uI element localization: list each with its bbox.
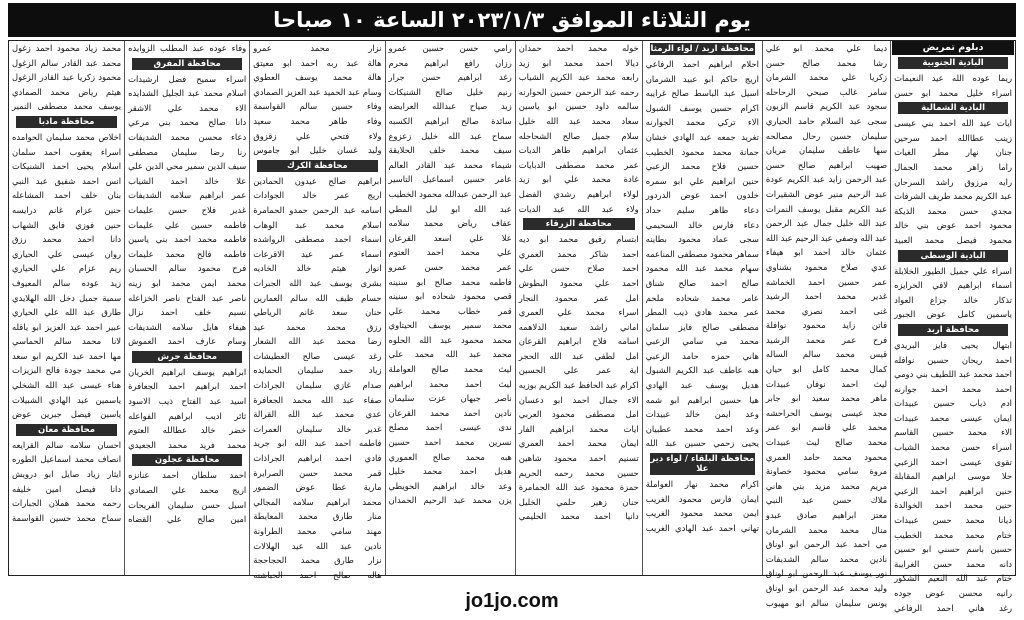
candidate-name: ثائر اديب ابراهيم الفواعله — [128, 410, 247, 421]
candidate-name: سماهر محمود مصطفى المناعمه — [645, 248, 759, 259]
candidate-name: محمد فريد محمد الجعيدي — [128, 439, 247, 450]
candidate-name: محمد عبد القادر سالم الزغول — [12, 57, 122, 68]
candidate-name: عبد الرحمن عبدالله محمود الخطيب — [388, 188, 512, 199]
candidate-name: مصطفى صالح فايز سلمان — [645, 321, 759, 332]
candidate-name: محمد علي قاسم ابو عمر — [765, 422, 888, 433]
candidate-name: عبد الله خليل جمال عبد الرحمن — [765, 218, 888, 229]
candidate-name: غادة محمد علي ابو زيد — [518, 174, 639, 185]
candidate-name: ماهر محمد سعيد ابو جابر — [765, 393, 888, 404]
candidate-name: رانيه محسن عوض جوده — [894, 588, 1012, 598]
candidate-name: ياسين فيصل جبرين عوض — [12, 409, 122, 420]
candidate-name: قصي محمود شحاده ابو سنينه — [388, 291, 512, 302]
candidate-name: هيا حسين ابراهيم ابو شمه — [645, 394, 759, 405]
governorate-heading: محافظة البلقاء / لواء دير علا — [650, 454, 755, 475]
candidate-name: وسام عبد الحميد عبد العزيز الصمادي — [253, 86, 382, 97]
candidate-name: فرح عمر محمد الرشيد — [765, 334, 888, 345]
candidate-name: سيف محمد خلف الحلايقة — [388, 145, 512, 156]
candidate-name: مريم محمد مزيد بني هاني — [765, 480, 888, 491]
candidate-name: روان عيسى علي الحياري — [12, 248, 122, 259]
candidate-name: ياسمين كامل عوض الجبور — [894, 309, 1012, 320]
candidate-name: محمود فيصل محمد العبيد — [894, 234, 1012, 245]
candidate-name: اريج حاكم ابو عبيد الشرمان — [645, 73, 759, 84]
candidate-name: سجى عماد محمود بطاينه — [645, 234, 759, 245]
candidate-name: دعاء طاهر سليم حداد — [645, 204, 759, 215]
candidate-name: سالمه داود حسين ابو ياسين — [518, 101, 639, 112]
candidate-name: معتز ابراهيم صادق عبدو — [765, 510, 888, 520]
candidate-name: سائدة صالح ابراهيم الكسبه — [388, 115, 512, 126]
governorate-heading: محافظة مادبا — [16, 116, 117, 128]
candidate-name: اريج عمر خالد الجوادات — [253, 190, 382, 201]
candidate-name: ديالا احمد محمد ابو زيد — [518, 57, 639, 68]
candidate-name: رابعه محمد عبد الكريم الشياب — [518, 72, 639, 83]
candidate-name: سهام محمد عبد الله محمود — [645, 263, 759, 274]
candidate-name: مارية عطا عوض الضمور — [253, 482, 382, 493]
candidate-name: نادين احمد محمد القرعان — [388, 407, 512, 418]
candidate-name: سلام جميل صالح الشحاحله — [518, 130, 639, 141]
candidate-name: سامر غالب صبحي الرحاحله — [765, 86, 888, 97]
candidate-name: ايمان فارس محمود الغريب — [645, 493, 759, 504]
candidate-name: اماني راشد سعيد الدلاهمه — [518, 321, 639, 332]
candidate-name: ندى عيسى احمد مصلح — [388, 422, 512, 433]
candidate-name: تهاني احمد عبد الهادي الغريب — [645, 522, 759, 533]
candidate-name: اريج محمد علي الصمادي — [128, 485, 247, 496]
candidate-name: رشا محمد صالح حسن — [765, 57, 888, 68]
candidate-name: مي احمد عبد الرحمن ابو اوناق — [765, 539, 888, 550]
candidate-name: عمر ابراهيم سلامه الشديفات — [128, 190, 247, 201]
candidate-name: ختام محمد محمد الخطيب — [894, 529, 1012, 540]
candidate-name: اسراء سميح فضل ارشيدات — [128, 73, 247, 84]
candidate-name: اسماء عمر عيد الاقرعات — [253, 248, 382, 259]
candidate-name: علا علي اسعد القرعان — [388, 232, 512, 243]
candidate-name: حنان سعد غانم الرياطي — [253, 307, 382, 318]
candidate-name: منال محمد محمد الشرمان — [765, 524, 888, 535]
candidate-name: حنين فوزي فايق الشهاب — [12, 219, 122, 230]
candidate-name: الاء محمد حسين القاسم — [894, 427, 1012, 438]
candidate-name: نزار طارق محمد الحجاحجة — [253, 555, 382, 566]
candidate-name: كمال محمد كامل ابو حيان — [765, 364, 888, 375]
candidate-name: احمد محمد احمد جوارنه — [894, 383, 1012, 394]
candidate-name: وفاء حسين سالم القواسمة — [253, 101, 382, 112]
candidate-name: اسراء حسن محمد الشياب — [894, 442, 1012, 453]
candidate-name: رنيم خليل صالح الشنيكات — [388, 86, 512, 97]
candidate-name: يوسف محمد مصطفى النمير — [12, 101, 122, 112]
candidate-name: عفاف رياض محمد سلامه — [388, 218, 512, 229]
candidate-name: فاطمه محمد احمد بني ياسين — [128, 234, 247, 245]
candidate-name: الاء محمد علي الاشقر — [128, 102, 247, 113]
candidate-name: رحمه عبد الرحمن حسين الحوارنه — [518, 86, 639, 97]
governorate-heading: البادية الوسطى — [898, 250, 1008, 262]
candidate-name: يزن محمد عبد الرحيم الحمدان — [388, 495, 512, 506]
candidate-name: اسراء علي جميل الطيور الخلايلة — [894, 265, 1012, 276]
candidate-name: ايات محمد ابراهيم الفار — [518, 423, 639, 434]
candidate-name: ناصر جيهان عزت سليمان — [388, 393, 512, 404]
candidate-name: سها عاطف سليمان مريان — [765, 145, 888, 156]
candidate-name: سجود عبد الكريم قاسم الزبون — [765, 101, 888, 112]
candidate-name: دانه محمد حسن الغرايبة — [894, 558, 1012, 569]
candidate-name: عثمان خالد احمد ابو هيفاء — [765, 247, 888, 258]
candidate-name: حسين فلاح محمد الزعبي — [645, 161, 759, 172]
candidate-name: امل لطفي عبد الله الحجر — [518, 350, 639, 361]
candidate-name: احمد صلاح حسن علي — [518, 263, 639, 274]
candidate-name: نزار محمد عمرو — [253, 43, 382, 53]
governorate-heading: محافظة عجلون — [132, 454, 242, 466]
candidate-name: فادي احمد ابراهيم الجراذات — [253, 453, 382, 464]
candidate-name: احمد علي محمود البطوش — [518, 277, 639, 288]
candidate-name: قمر محمد حسن الصرايرة — [253, 467, 382, 478]
candidate-name: صفاء عبد الله محمد الجعافرة — [253, 394, 382, 405]
governorate-heading: البادية الشمالية — [898, 102, 1008, 114]
candidate-name: صهيب ابراهيم صالح حسن — [765, 159, 888, 170]
list-column — [890, 41, 1015, 613]
candidate-name: شيماء محمد عبد القادر العالم — [388, 159, 512, 170]
candidate-name: محمد سمير يوسف الحيتاوي — [388, 320, 512, 331]
candidate-name: هبه محمد صالح العموري — [388, 451, 512, 462]
candidate-name: رحمه محمد هملان الجبارات — [12, 498, 122, 509]
candidate-name: حسين باسم حسني ابو حسين — [894, 544, 1012, 555]
candidate-name: مروة سامي محمود خصاونة — [765, 466, 888, 477]
candidate-name: ختام عبد الله النعيم الشكور — [894, 573, 1012, 584]
candidate-name: محمد محمود عبد الله الحلوه — [388, 334, 512, 345]
candidate-name: احلام ابراهيم احمد الرفاعي — [645, 59, 759, 69]
governorate-heading: محافظة جرش — [132, 351, 242, 363]
candidate-name: علي محمد احمد العتوم — [388, 247, 512, 258]
candidate-name: الاء تركي محمد الجوارنه — [645, 117, 759, 128]
candidate-name: ليث احمد محمد ابراهيم — [388, 378, 512, 389]
candidate-name: لانا محمد سالم الحماسي — [12, 336, 122, 347]
candidate-name: ابراهيم صالح عيدون الحمادين — [253, 175, 382, 186]
governorate-heading: محافظة الزرقاء — [523, 218, 635, 230]
candidate-name: فاطمه فالح محمد عليمات — [128, 248, 247, 259]
governorate-heading: محافظة معان — [16, 424, 117, 436]
candidate-name: نادين عبد الله عيد الهلالات — [253, 540, 382, 551]
candidate-name: سليمان حسين رحال مصالحه — [765, 130, 888, 141]
candidate-name: عمر حسين احمد الخماشه — [765, 276, 888, 287]
candidate-name: هاله صالح احمد الحباشنه — [253, 569, 382, 580]
candidate-name: تذكار خالد جزاع العواد — [894, 294, 1012, 305]
candidate-name: حمزة محمود عبد الله الجمامرة — [518, 482, 639, 493]
candidate-name: اسلام يحيى احمد الشنيكات — [12, 161, 122, 172]
candidate-name: مها احمد عبد الكريم ابو سعد — [12, 350, 122, 361]
candidate-name: هالة محمد يوسف العطوي — [253, 72, 382, 83]
candidate-name: يحيى زحمي حسين عبد الله — [645, 438, 759, 449]
candidate-name: ليث احمد نوفان عبيدات — [765, 378, 888, 389]
candidate-name: رزان رافع ابراهيم محرم — [388, 57, 512, 68]
governorate-heading: محافظة اربد / لواء الرمثا — [650, 44, 755, 54]
candidate-name: راما زاهر محمد الجمال — [894, 161, 1012, 172]
candidate-name: دانيا احمد محمد الحليمي — [518, 511, 639, 522]
candidate-name: عبد الله ابو ليل المطي — [388, 203, 512, 214]
candidate-name: اكرام عبد الحافظ عبد الكريم بوزيه — [518, 380, 639, 391]
candidate-name: مجدي حسن محمد الذيكة — [894, 205, 1012, 216]
candidate-name: فاطمه حسين علي عليمات — [128, 219, 247, 230]
candidate-name: ايمن محمد محمود الغريب — [645, 508, 759, 519]
candidate-name: اية عمر علي الحسين — [518, 365, 639, 376]
candidate-name: فاطمه محمد صالح ابو سنينه — [388, 276, 512, 287]
candidate-name: بنان خلف احمد المشاعله — [12, 190, 122, 201]
candidate-name: غدير خالد سليمان العمرات — [253, 423, 382, 434]
candidate-name: سماح عبد الله خليل زعزوع — [388, 130, 512, 141]
candidate-name: هيثم رياض محمد الصمادي — [12, 86, 122, 97]
candidate-name: يونس سليمان سالم ابو مهيوب — [765, 597, 888, 608]
candidate-name: احمد محمد عبد اللطيف بني دومي — [894, 369, 1012, 380]
category-heading: دبلوم تمريض — [892, 41, 1014, 55]
candidate-name: محمد صالح ليث عبيدات — [765, 437, 888, 448]
candidate-name: فرح محمود سالم الحسبان — [128, 263, 247, 274]
candidate-name: ايمان محمد احمد العمري — [518, 438, 639, 449]
candidate-name: عدي محمد عبد الله القرالة — [253, 409, 382, 420]
candidate-name: سمية جميل دخل الله الهلايدي — [12, 292, 122, 303]
candidate-name: زيد عوده سالم المعيوف — [12, 277, 122, 288]
candidate-name: محمد ابراهيم سلامه المجالي — [253, 496, 382, 507]
candidate-name: حنين محمد احمد الخوالدة — [894, 500, 1012, 511]
candidate-name: دانا فيصل امين خليفه — [12, 483, 122, 494]
candidate-name: سعاد محمد عبد الله خليل — [518, 115, 639, 126]
candidate-name: ديما علي محمد ابو علي — [765, 43, 888, 53]
governorate-heading: محافظة الكرك — [257, 160, 377, 172]
candidate-name: انس احمد شفيق عبد النبي — [12, 175, 122, 186]
candidate-name: طارق عبد الله علي الحياري — [12, 307, 122, 318]
candidate-name: رنا رضا سليمان مصطفى — [128, 146, 247, 157]
candidate-name: علا خالد احمد الشياب — [128, 175, 247, 186]
candidate-name: ابتسام رفيق محمد ابو ديه — [518, 234, 639, 245]
candidate-name: وعد خالد ابراهيم الحويطي — [388, 480, 512, 491]
candidate-name: زكريا علي محمد الشرمان — [765, 72, 888, 83]
page-title: يوم الثلاثاء الموافق ٢٠٢٣/١/٣ الساعة ١٠ صباحا — [8, 3, 1016, 37]
candidate-name: امل عمر محمود النجار — [518, 292, 639, 303]
candidate-name: تسنيم احمد محمود شاهين — [518, 453, 639, 464]
governorate-heading: محافظة المفرق — [132, 58, 242, 70]
candidate-name: تغريد جمعه عبد الهادي خشان — [645, 131, 759, 142]
candidate-name: احمد سلطان احمد عنانزه — [128, 470, 247, 481]
list-column — [9, 41, 124, 575]
candidate-name: رامي حسن حسين عمرو — [388, 43, 512, 53]
candidate-name: خوله محمد احمد حمدان — [518, 43, 639, 53]
candidate-name: وسام عارف احمد العموش — [128, 336, 247, 347]
candidate-name: محمد زياد محمود احمد زغول — [12, 43, 122, 53]
candidate-name: نسيم خلف احمد نزال — [128, 307, 247, 318]
candidate-name: ياسمين عبد الهادي الشبيلات — [12, 394, 122, 405]
candidate-name: زياد حمد سليمان الحمايده — [253, 365, 382, 376]
candidate-name: عبد الرحمن زايد عبد الكريم عودة — [765, 174, 888, 185]
list-column — [124, 41, 249, 575]
candidate-name: ايمان عيسى محمد عبيدات — [894, 412, 1012, 423]
candidate-name: احمد ريحان حسين نوافله — [894, 354, 1012, 365]
candidate-name: امل مصطفى محمود العربي — [518, 409, 639, 420]
candidate-name: انصاف محمد اسماعيل الطوره — [12, 454, 122, 465]
candidate-name: وليد محمد عبد الرحمن ابو اوناق — [765, 582, 888, 593]
candidate-name: دعاء محسن محمد الشديفات — [128, 131, 247, 142]
candidate-name: هيفاء هايل سلامه الشديفات — [128, 321, 247, 332]
candidate-name: لولاء ابراهيم رشدي الفضل — [518, 188, 639, 199]
list-column — [762, 41, 890, 608]
candidate-name: صدام غازي سليمان الجراذات — [253, 380, 382, 391]
candidate-name: ملاك حسن عبد النبي — [765, 495, 888, 506]
candidate-name: اكرام محمد نهار العواملة — [645, 479, 759, 490]
candidate-name: اسراء محمد علي العمري — [518, 307, 639, 318]
candidate-name: رضا محمد عبد الله الشعار — [253, 336, 382, 347]
candidate-name: اسلام محمد عبد الجليل الشدايده — [128, 88, 247, 99]
candidate-name: هاني حمزه حامد الزعبي — [645, 350, 759, 361]
candidate-name: اكرام حسين يوسف الشبول — [645, 102, 759, 113]
candidate-name: هديل احمد محمد خليل — [388, 466, 512, 477]
candidate-name: نور يوسف عبد الرحمن ابو اوناق — [765, 568, 888, 579]
candidate-name: احمد شاكر محمد العمري — [518, 248, 639, 259]
candidate-name: احسان سلامه سالم القرايعه — [12, 439, 122, 450]
candidate-name: ليث محمد صالح العواملة — [388, 364, 512, 375]
candidate-name: نادين محمد سالم الشديفات — [765, 553, 888, 564]
candidate-name: فاطمه احمد عبد الله ابو جريد — [253, 438, 382, 449]
candidate-name: غدير فلاح حسن عليمات — [128, 204, 247, 215]
governorate-heading: محافظة اربد — [898, 324, 1008, 336]
candidate-name: ايات عيد الله احمد بني عيسى — [894, 118, 1012, 129]
candidate-name: محمود محمد حامد العمري — [765, 451, 888, 462]
candidate-name: ريما عوده الله عيد النعيمات — [894, 73, 1012, 83]
candidate-name: حسين محمد رحمه الحريم — [518, 467, 639, 478]
candidate-name: غدير محمد احمد الرشيد — [765, 291, 888, 302]
candidate-name: انوار هيثم خالد الخاديه — [253, 263, 382, 274]
candidate-name: رزق محمد محمد عيد — [253, 321, 382, 332]
candidate-name: خضر خالد عطالله العتوم — [128, 425, 247, 436]
candidate-name: حسام ظيف الله سالم العمارين — [253, 292, 382, 303]
candidate-name: هبه عاطف عبد الكريم الشبول — [645, 365, 759, 376]
candidate-name: ريم عزام علي الحياري — [12, 263, 122, 274]
candidate-name: وعد ايمن خالد عبيدات — [645, 409, 759, 420]
candidate-name: محمود احمد عوض بني خالد — [894, 220, 1012, 231]
candidate-name: اسماء احمد مصطفى الرواشده — [253, 234, 382, 245]
candidate-name: سيف الدين سمير محي الدين علي — [128, 161, 247, 172]
candidate-name: صالح احمد صالح شناق — [645, 277, 759, 288]
candidate-name: رغد هاني احمد الرفاعي — [894, 602, 1012, 613]
candidate-name: هالة عبد ربه احمد ابو معيتق — [253, 57, 382, 68]
candidate-name: هديل يوسف عبد الهادي — [645, 380, 759, 391]
candidate-name: قمر خطاب محمد علي — [388, 305, 512, 316]
candidate-name: ابراهيم يوسف ابراهيم الخريان — [128, 366, 247, 377]
candidate-name: دانا صالح محمد بني مرعي — [128, 117, 247, 128]
candidate-name: خلدون احمد عوض الدردور — [645, 190, 759, 201]
candidate-name: امين صالح علي القضاه — [128, 514, 247, 525]
candidate-name: غنى احمد نصري محمد — [765, 305, 888, 316]
candidate-name: عبد الرحيم منير عوض الشقيرات — [765, 188, 888, 199]
candidate-name: حنين عزام غانم درايسه — [12, 204, 122, 215]
candidate-name: تقوى عيسى احمد الزعبي — [894, 456, 1012, 467]
candidate-name: وفاء عوده عبد المطلب الزوايده — [128, 43, 247, 53]
candidate-name: هناء عيسى عبد الله الشخلي — [12, 380, 122, 391]
candidate-name: عبير احمد عبد العزيز ابو ياقله — [12, 321, 122, 332]
governorate-heading: البادية الجنوبية — [898, 57, 1008, 69]
candidate-name: محمد ايمن محمد ابو زينه — [128, 277, 247, 288]
candidate-name: قيس محمد سالم الساله — [765, 349, 888, 360]
candidate-name: محمود زكريا عبد القادر الزغول — [12, 72, 122, 83]
candidate-name: حلا موسى ابراهيم المقابلة — [894, 471, 1012, 482]
candidate-name: اسامه عبد الرحمن حمدو الحمامرة — [253, 204, 382, 215]
list-column — [642, 41, 762, 575]
candidate-name: اسيد عبد الفتاح ذيب الاسود — [128, 396, 247, 407]
candidate-name: جنان نهار مطر الغيات — [894, 147, 1012, 158]
candidate-name: وفاء طاهر محمد سعيد — [253, 115, 382, 126]
candidate-name: ايثار زياد صايل ابو درويش — [12, 469, 122, 480]
candidate-name: اسراء خليل محمد ابو حسن — [894, 87, 1012, 98]
candidate-name: الاء جمال احمد ابو دعسان — [518, 394, 639, 405]
candidate-name: عمر محمد حسن عمرو — [388, 261, 512, 272]
candidate-name: حنين ابراهيم علي ابو سمره — [645, 175, 759, 186]
candidate-name: نسرين محمد احمد حسين — [388, 437, 512, 448]
candidate-name: عدي صلاح محمود بشناوي — [765, 261, 888, 272]
candidate-name: دانا احمد محمد رزق — [12, 234, 122, 245]
candidate-name: محمد مي سامي الزعبي — [645, 336, 759, 347]
candidate-name: رغد عيسى صالح العطيشات — [253, 350, 382, 361]
candidate-name: محمد عبد الله محمد علي — [388, 349, 512, 360]
candidate-name: فاتن زايد محمود نوافلة — [765, 320, 888, 331]
candidate-name: حنين ابراهيم احمد الزعبي — [894, 485, 1012, 496]
candidate-name: دعاء فارس خالد السحيمي — [645, 219, 759, 230]
candidate-name: جمانة محمد محمود الخطيب — [645, 146, 759, 157]
candidate-name: وليد غسان خليل ابو جاموس — [253, 145, 382, 156]
candidate-name: اسيل حسن سليمان الفريحات — [128, 499, 247, 510]
candidate-name: حنان زهير حلمي الخليل — [518, 496, 639, 507]
candidate-name: عامر حسين اسماعيل التاسير — [388, 174, 512, 185]
candidate-name: عثمان ابراهيم طاهر الديات — [518, 145, 639, 156]
candidate-name: احمد ابراهيم احمد الجعافرة — [128, 381, 247, 392]
candidate-name: منار طارق محمد المعايطة — [253, 511, 382, 522]
candidate-name: مي محمد جودة فالح البزيزات — [12, 365, 122, 376]
candidate-name: عبد الكريم محمد طريف الشرفات — [894, 191, 1012, 202]
candidate-name: ولاء فتحي علي زقزوق — [253, 130, 382, 141]
candidate-name: عبد الله وصفي عبد الرحيم عبد الله — [765, 232, 888, 243]
candidate-name: اخلاص محمد سليمان الحوامده — [12, 131, 122, 142]
candidate-name: زينب عطاالله احمد سرحين — [894, 132, 1012, 143]
candidate-name: عمر محمد مصطفى الدبايات — [518, 159, 639, 170]
candidate-name: اسماء ابراهيم لافي الحرايزه — [894, 280, 1012, 291]
candidate-name: عبد الكريم مقبل يوسف النمرات — [765, 203, 888, 214]
candidate-name: ديانا محمد حسن عبيدات — [894, 515, 1012, 526]
candidate-name: ولاء عبد الله عيد الديات — [518, 203, 639, 214]
candidate-name: ادم ذياب حسين عبيدات — [894, 398, 1012, 409]
candidate-name: ناصر عبد الفتاح ناصر الخزاعله — [128, 292, 247, 303]
candidate-name: زيد صياح عبدالله العرايضه — [388, 101, 512, 112]
candidate-name: عمر محمد هادي ذيب المطر — [645, 307, 759, 318]
candidate-name: رغد ابراهيم حسن جرار — [388, 72, 512, 83]
candidate-name: اسامه فلاح ابراهيم القرعان — [518, 336, 639, 347]
candidate-name: اسراء يعقوب احمد سلمان — [12, 146, 122, 157]
candidate-name: مهند سامي محمد الطراونة — [253, 526, 382, 536]
candidate-name: سماح محمد حسين القواسمة — [12, 512, 122, 523]
candidate-name: اسيل عبد الباسط صالح غرايبه — [645, 88, 759, 99]
candidate-name: بشرى يوسف عبد الله الجبرات — [253, 277, 382, 288]
list-column — [385, 41, 515, 575]
candidate-name: رايه مرزوق راشد السرحان — [894, 176, 1012, 187]
site-watermark: jo1jo.com — [465, 590, 559, 612]
candidate-name: مجد عيسى يوسف الحراحشه — [765, 407, 888, 418]
candidate-name: ابتهال يحيى فايز البريدي — [894, 339, 1012, 350]
candidate-name: عامر محمد شحاده ملحم — [645, 292, 759, 303]
candidate-name: سجى عبد السلام حامد الحياري — [765, 115, 888, 126]
candidate-name: وعد احمد محمد عطبيان — [645, 423, 759, 434]
list-column — [249, 41, 384, 580]
candidate-name: اسلام محمد عبد الوهاب — [253, 219, 382, 230]
list-column — [515, 41, 642, 575]
